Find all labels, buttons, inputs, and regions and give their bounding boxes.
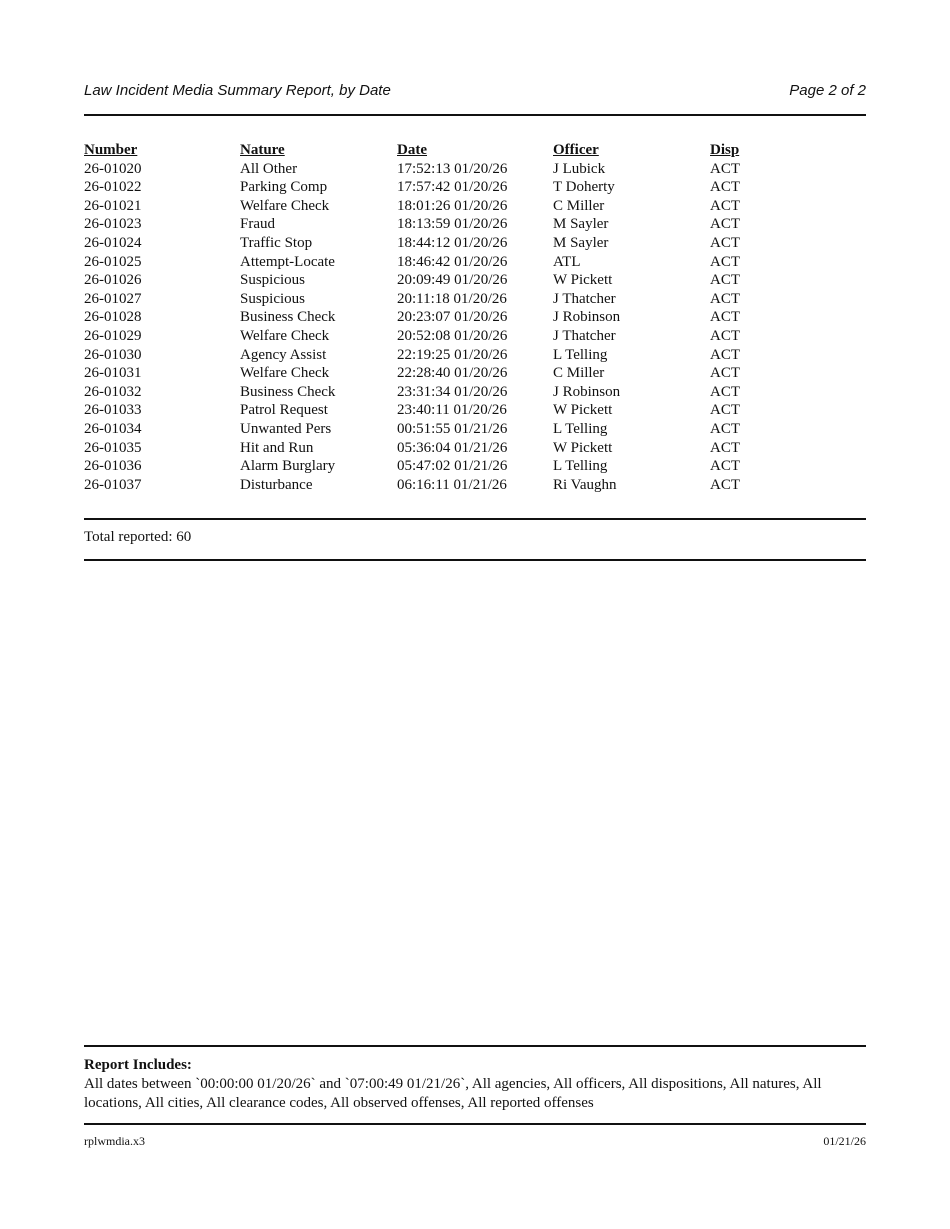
incident-number: 26-01025 — [84, 253, 142, 270]
incident-officer: C Miller — [553, 197, 605, 214]
table-row — [84, 476, 866, 495]
incident-date: 18:44:12 01/20/26 — [397, 234, 508, 251]
page-header — [84, 82, 866, 102]
incident-officer: J Thatcher — [553, 290, 616, 307]
report-includes-text: All dates between `00:00:00 01/20/26` and `07:00:49 01/21/26`, All agencies, All officers, All dispositions, All natures, All locations, All cities, All clearance codes, All observed offenses, All reported offenses — [84, 1076, 822, 1111]
incident-officer: C Miller — [553, 365, 605, 382]
column-header-date: Date — [397, 142, 427, 158]
table-row — [84, 383, 866, 402]
incident-disposition: ACT — [710, 160, 740, 177]
report-includes-label: Report Includes: — [84, 1057, 192, 1073]
incident-officer: ATL — [553, 253, 581, 270]
incident-officer: L Telling — [553, 458, 608, 475]
incident-disposition: ACT — [710, 309, 740, 326]
table-row — [84, 253, 866, 272]
column-header-disp: Disp — [710, 142, 740, 158]
footer-divider — [84, 1123, 866, 1125]
incident-officer: M Sayler — [553, 234, 609, 251]
incident-nature: Business Check — [240, 309, 336, 326]
incident-number: 26-01028 — [84, 309, 142, 326]
total-reported: Total reported: 60 — [84, 529, 192, 545]
report-id: rplwmdia.x3 — [84, 1134, 145, 1148]
print-date: 01/21/26 — [823, 1134, 866, 1148]
incident-date: 20:11:18 01/20/26 — [397, 290, 507, 307]
incident-number: 26-01027 — [84, 290, 142, 307]
incident-nature: Welfare Check — [240, 365, 330, 382]
incident-nature: Alarm Burglary — [240, 458, 336, 475]
table-row — [84, 197, 866, 216]
report-includes — [84, 1056, 866, 1113]
incident-officer: W Pickett — [553, 272, 613, 289]
incident-number: 26-01022 — [84, 179, 142, 196]
incident-nature: Business Check — [240, 383, 336, 400]
incident-disposition: ACT — [710, 216, 740, 233]
incident-disposition: ACT — [710, 476, 740, 493]
incident-disposition: ACT — [710, 327, 740, 344]
incident-nature: Welfare Check — [240, 197, 330, 214]
incident-officer: J Robinson — [553, 383, 621, 400]
incident-number: 26-01030 — [84, 346, 142, 363]
incident-number: 26-01021 — [84, 197, 142, 214]
incident-nature: All Other — [240, 160, 298, 177]
incident-date: 18:13:59 01/20/26 — [397, 216, 508, 233]
incident-disposition: ACT — [710, 179, 740, 196]
incident-date: 06:16:11 01/21/26 — [397, 476, 507, 493]
incident-nature: Suspicious — [240, 272, 306, 289]
table-row — [84, 234, 866, 253]
incident-disposition: ACT — [710, 197, 740, 214]
incident-officer: L Telling — [553, 420, 608, 437]
incident-officer: Ri Vaughn — [553, 476, 617, 493]
incident-table — [84, 141, 866, 494]
incident-date: 05:47:02 01/21/26 — [397, 458, 508, 475]
incident-date: 18:01:26 01/20/26 — [397, 197, 508, 214]
incident-officer: J Robinson — [553, 309, 621, 326]
incident-disposition: ACT — [710, 402, 740, 419]
incident-number: 26-01033 — [84, 402, 142, 419]
incident-nature: Parking Comp — [240, 179, 328, 196]
incident-disposition: ACT — [710, 420, 740, 437]
incident-number: 26-01032 — [84, 383, 142, 400]
table-row — [84, 364, 866, 383]
table-row — [84, 401, 866, 420]
table-row — [84, 346, 866, 365]
incident-nature: Agency Assist — [240, 346, 327, 363]
incident-number: 26-01029 — [84, 327, 142, 344]
incident-number: 26-01024 — [84, 234, 142, 251]
incident-disposition: ACT — [710, 234, 740, 251]
incident-nature: Attempt-Locate — [240, 253, 335, 270]
incident-disposition: ACT — [710, 458, 740, 475]
incident-officer: J Thatcher — [553, 327, 616, 344]
incident-date: 20:09:49 01/20/26 — [397, 272, 508, 289]
incident-disposition: ACT — [710, 346, 740, 363]
incident-date: 20:23:07 01/20/26 — [397, 309, 508, 326]
incident-number: 26-01034 — [84, 420, 142, 437]
incident-nature: Fraud — [240, 216, 275, 233]
incident-officer: J Lubick — [553, 160, 606, 177]
incident-number: 26-01023 — [84, 216, 142, 233]
incident-officer: W Pickett — [553, 439, 613, 456]
header-divider — [84, 114, 866, 116]
incident-date: 22:28:40 01/20/26 — [397, 365, 508, 382]
column-header-nature: Nature — [240, 142, 285, 158]
table-row — [84, 308, 866, 327]
incident-nature: Hit and Run — [240, 439, 314, 456]
column-header-officer: Officer — [553, 142, 599, 158]
table-row — [84, 327, 866, 346]
incident-nature: Welfare Check — [240, 327, 330, 344]
incident-date: 22:19:25 01/20/26 — [397, 346, 508, 363]
incident-date: 23:31:34 01/20/26 — [397, 383, 508, 400]
report-title: Law Incident Media Summary Report, by Date — [84, 82, 391, 99]
incident-date: 17:57:42 01/20/26 — [397, 179, 508, 196]
incident-disposition: ACT — [710, 383, 740, 400]
table-row — [84, 178, 866, 197]
table-row — [84, 457, 866, 476]
table-row — [84, 420, 866, 439]
incident-number: 26-01020 — [84, 160, 142, 177]
incident-number: 26-01026 — [84, 272, 142, 289]
incident-disposition: ACT — [710, 272, 740, 289]
incident-number: 26-01037 — [84, 476, 142, 493]
incident-date: 20:52:08 01/20/26 — [397, 327, 508, 344]
table-header-row — [84, 141, 866, 160]
incident-date: 05:36:04 01/21/26 — [397, 439, 508, 456]
table-row — [84, 160, 866, 179]
incident-officer: L Telling — [553, 346, 608, 363]
incident-disposition: ACT — [710, 290, 740, 307]
incident-date: 18:46:42 01/20/26 — [397, 253, 508, 270]
incident-nature: Disturbance — [240, 476, 313, 493]
includes-top-divider — [84, 1045, 866, 1047]
incident-number: 26-01031 — [84, 365, 142, 382]
incident-date: 17:52:13 01/20/26 — [397, 160, 508, 177]
incident-nature: Traffic Stop — [240, 234, 313, 251]
table-body — [84, 160, 866, 495]
incident-officer: T Doherty — [553, 179, 615, 196]
table-row — [84, 271, 866, 290]
incident-disposition: ACT — [710, 439, 740, 456]
table-bottom-divider — [84, 518, 866, 520]
incident-nature: Suspicious — [240, 290, 306, 307]
incident-disposition: ACT — [710, 365, 740, 382]
incident-number: 26-01036 — [84, 458, 142, 475]
incident-number: 26-01035 — [84, 439, 142, 456]
incident-nature: Patrol Request — [240, 402, 328, 419]
incident-date: 23:40:11 01/20/26 — [397, 402, 507, 419]
incident-officer: W Pickett — [553, 402, 613, 419]
page-number: Page 2 of 2 — [789, 82, 866, 99]
incident-nature: Unwanted Pers — [240, 420, 332, 437]
column-header-number: Number — [84, 142, 138, 158]
incident-disposition: ACT — [710, 253, 740, 270]
table-row — [84, 215, 866, 234]
incident-date: 00:51:55 01/21/26 — [397, 420, 508, 437]
summary-divider — [84, 559, 866, 561]
incident-officer: M Sayler — [553, 216, 609, 233]
table-row — [84, 439, 866, 458]
table-row — [84, 290, 866, 309]
